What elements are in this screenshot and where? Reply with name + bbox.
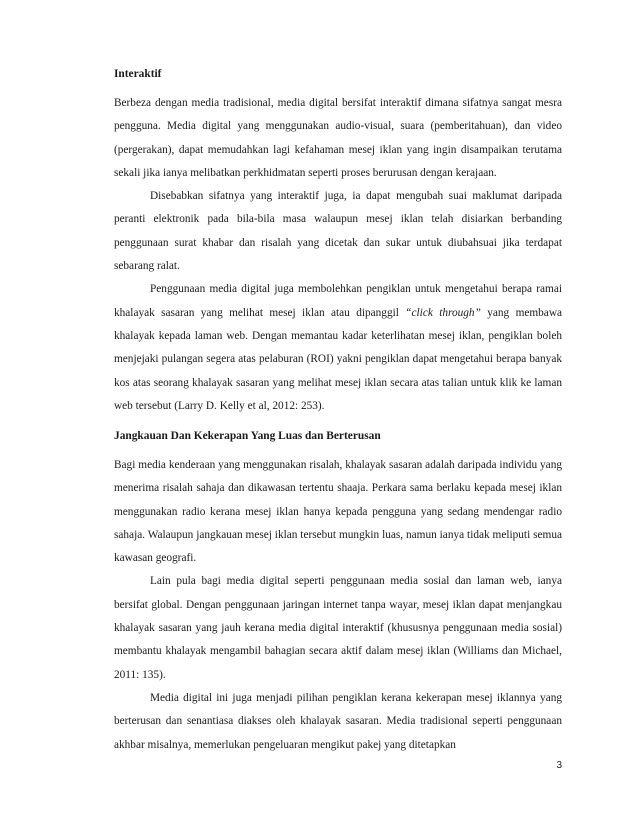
paragraph [114,278,562,418]
emphasis-text: “click through” [405,306,481,319]
paragraph-text: Penggunaan media digital juga membolehkan pengiklan untuk mengetahui berapa ramai khalayak sasaran yang melihat mesej iklan atau dipanggil [114,283,562,319]
paragraph: Media digital ini juga menjadi pilihan pengiklan kerana kekerapan mesej iklannya yang berterusan dan senantiasa diakses oleh khalayak sasaran. Media tradisional seperti penggunaan akhbar misalnya, memerlukan pengeluaran mengikut pakej yang ditetapkan [114,691,562,751]
section-body-jangkauan [114,454,562,757]
section-body-interaktif [114,92,562,418]
section-heading-jangkauan: Jangkauan Dan Kekerapan Yang Luas dan Berterusan [114,430,381,442]
section-heading-interaktif: Interaktif [114,68,162,80]
paragraph: Berbeza dengan media tradisional, media digital bersifat interaktif dimana sifatnya sangat mesra pengguna. Media digital yang menggunakan audio-visual, suara (pemberitahuan), dan video (pergerakan), dapat memudahkan lagi kefahaman mesej iklan yang ingin disampaikan terutama sekali jika ianya melibatkan perkhidmatan seperti proses berurusan dengan kerajaan. [114,97,562,179]
paragraph-text: yang membawa khalayak kepada laman web. Dengan memantau kadar keterlihatan mesej iklan, pengiklan boleh menjejaki pulangan segera atas pelaburan (ROI) yakni pengiklan dapat mengetahui berapa banyak kos atas seorang khalayak sasaran yang melihat mesej iklan secara atas talian untuk klik ke laman web tersebut (Larry D. Kelly et al, 2012: 253). [114,306,562,412]
paragraph: Disebabkan sifatnya yang interaktif juga, ia dapat mengubah suai maklumat daripada peranti elektronik pada bila-bila masa walaupun mesej iklan telah disiarkan berbanding penggunaan surat khabar dan risalah yang dicetak dan sukar untuk diubahsuai jika terdapat sebarang ralat. [114,190,562,273]
paragraph: Lain pula bagi media digital seperti penggunaan media sosial dan laman web, ianya bersifat global. Dengan penggunaan jaringan internet tanpa wayar, mesej iklan dapat menjangkau khalayak sasaran yang jauh kerana media digital interaktif (khususnya penggunaan media sosial) membantu khalayak mengambil bahagian secara aktif dalam mesej iklan (Williams dan Michael, 2011: 135). [114,575,562,681]
paragraph: Bagi media kenderaan yang menggunakan risalah, khalayak sasaran adalah daripada individu yang menerima risalah sahaja dan dikawasan tertentu shaaja. Perkara sama berlaku kepada mesej iklan menggunakan radio kerana mesej iklan hanya kepada pengguna yang sedang mendengar radio sahaja. Walaupun jangkauan mesej iklan tersebut mungkin luas, namun ianya tidak meliputi semua kawasan geografi. [114,459,562,565]
page-number: 3 [556,760,562,771]
